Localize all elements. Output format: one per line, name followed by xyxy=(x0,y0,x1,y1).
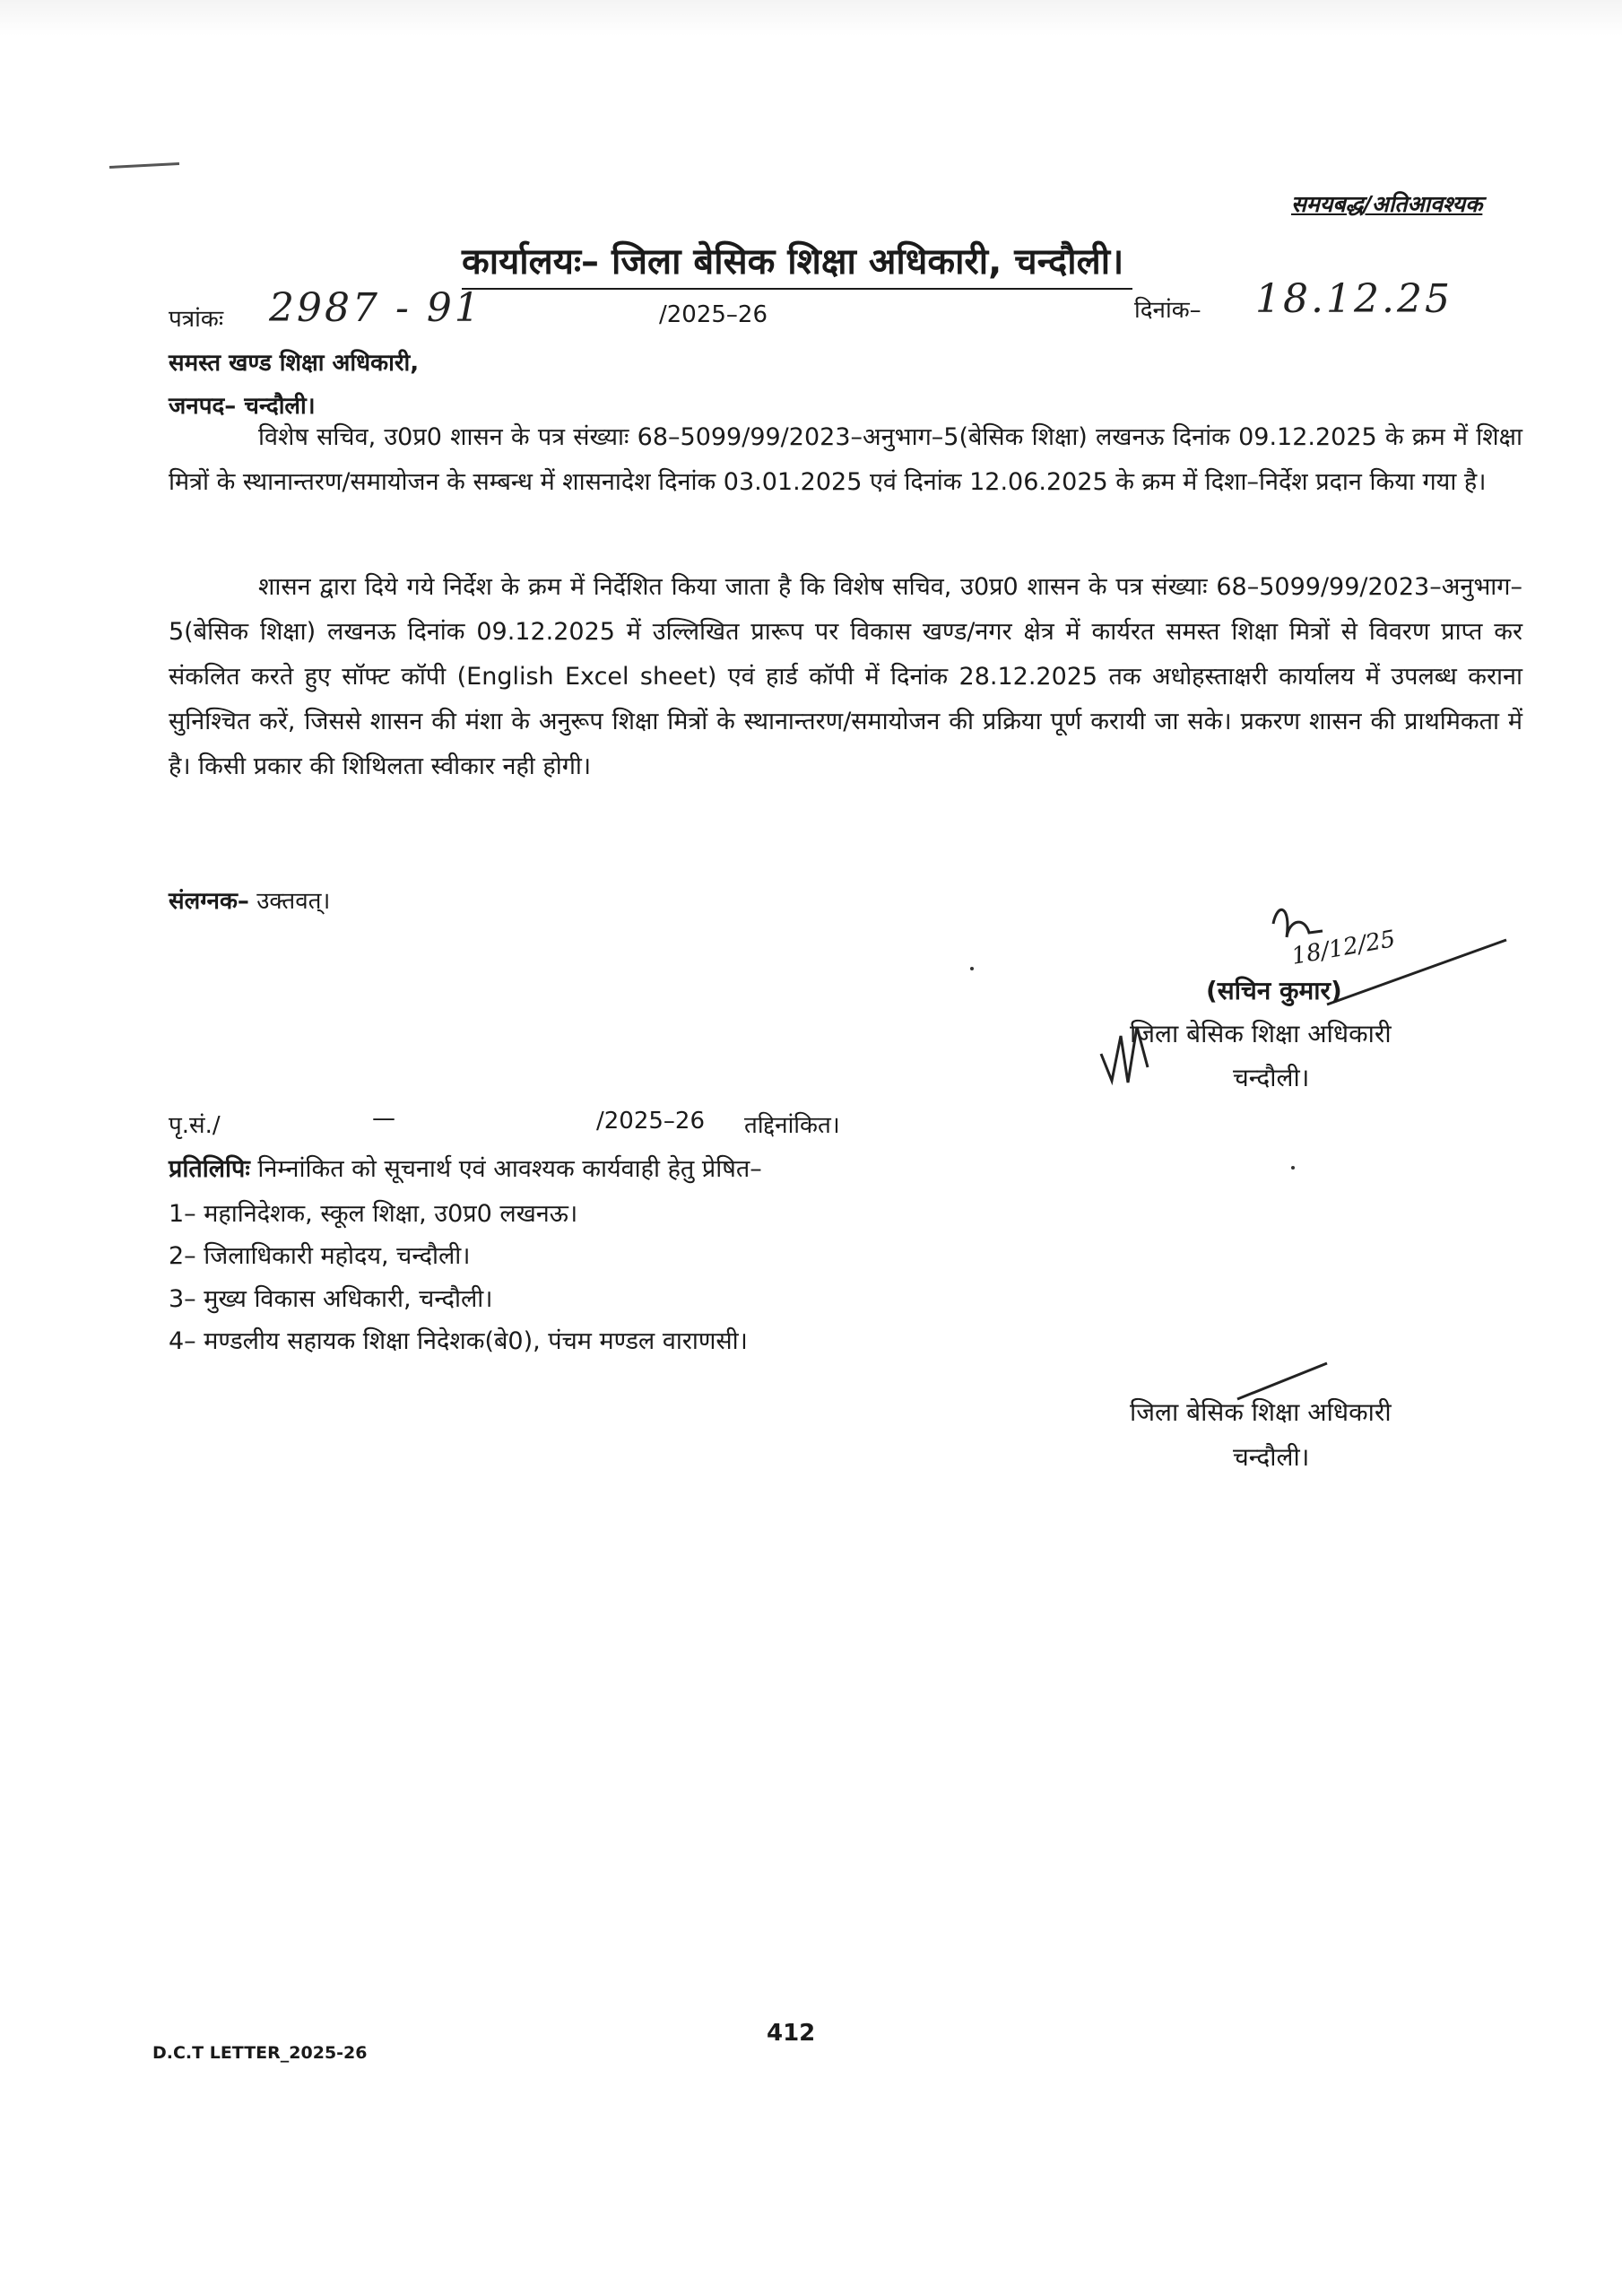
enclosure-label: संलग्नक– xyxy=(169,888,249,915)
date-handwritten: 18.12.25 xyxy=(1255,276,1453,322)
ps-dash: — xyxy=(372,1105,395,1132)
cc-recipient-4: 4– मण्डलीय सहायक शिक्षा निदेशक(बे0), पंचम मण्डल वाराणसी। xyxy=(169,1327,748,1355)
signatory-2-designation: जिला बेसिक शिक्षा अधिकारी xyxy=(1130,1397,1392,1427)
signature-scribble xyxy=(1237,897,1524,1031)
footer-page-number: 412 xyxy=(767,2020,816,2047)
signatory-designation: जिला बेसिक शिक्षा अधिकारी xyxy=(1130,1019,1392,1048)
initial-mark xyxy=(1094,1018,1157,1090)
ps-prefix: पृ.सं./ xyxy=(169,1112,221,1139)
cc-text: निम्नांकित को सूचनार्थ एवं आवश्यक कार्यवाही हेतु प्रेषित– xyxy=(257,1155,762,1183)
addressee-line1: समस्त खण्ड शिक्षा अधिकारी, xyxy=(169,350,420,377)
cc-recipient-1: 1– महानिदेशक, स्कूल शिक्षा, उ0प्र0 लखनऊ। xyxy=(169,1200,578,1228)
signatory-name: (सचिन कुमार) xyxy=(1206,976,1342,1005)
speck xyxy=(970,967,974,970)
signatory-place: चन्दौली। xyxy=(1233,1063,1310,1092)
cc-label: प्रतिलिपिः xyxy=(169,1155,250,1183)
footer-file-name: D.C.T LETTER_2025-26 xyxy=(152,2043,368,2063)
office-title xyxy=(462,235,1123,284)
patrank-year: /2025–26 xyxy=(659,301,768,328)
patrank-handwritten: 2987 - 91 xyxy=(269,285,482,331)
office-title-text: कार्यालयः– जिला बेसिक शिक्षा अधिकारी, चन्दौली। xyxy=(462,241,1124,283)
enclosure-line xyxy=(169,883,330,916)
cc-recipient-3: 3– मुख्य विकास अधिकारी, चन्दौली। xyxy=(169,1285,493,1313)
enclosure-value: उक्तवत्। xyxy=(256,888,331,915)
speck xyxy=(1291,1166,1295,1170)
signature-date-handwritten: 18/12/25 xyxy=(1289,926,1398,970)
ps-year: /2025–26 xyxy=(596,1108,706,1135)
date-label: दिनांक– xyxy=(1134,297,1201,324)
para1-text: विशेष सचिव, उ0प्र0 शासन के पत्र संख्याः 68–5099/99/2023–अनुभाग–5(बेसिक शिक्षा) लखनऊ दिनांक 09.12.2025 के क्रम में शिक्षा मित्रों के स्थानान्तरण/समायोजन के सम्बन्ध में शासनादेश दिनांक 03.01.2025 एवं दिनांक 12.06.2025 के क्रम में दिशा–निर्देश प्रदान किया गया है। xyxy=(169,423,1522,496)
cc-recipient-2: 2– जिलाधिकारी महोदय, चन्दौली। xyxy=(169,1242,471,1270)
body-paragraph-1 xyxy=(169,415,1522,505)
office-title-underline xyxy=(462,288,1132,290)
body-paragraph-2 xyxy=(169,565,1522,789)
para2-text: शासन द्वारा दिये गये निर्देश के क्रम में निर्देशित किया जाता है कि विशेष सचिव, उ0प्र0 शासन के पत्र संख्याः 68–5099/99/2023–अनुभाग–5(बेसिक शिक्षा) लखनऊ दिनांक 09.12.2025 में उल्लिखित प्रारूप पर विकास खण्ड/नगर क्षेत्र में कार्यरत समस्त शिक्षा मित्रों से विवरण प्राप्त कर संकलित करते हुए सॉफ्ट कॉपी (English Excel sheet) एवं हार्ड कॉपी में दिनांक 28.12.2025 तक अधोहस्ताक्षरी कार्यालय में उपलब्ध कराना सुनिश्चित करें, जिससे शासन की मंशा के अनुरूप शिक्षा मित्रों के स्थानान्तरण/समायोजन की प्रक्रिया पूर्ण करायी जा सके। प्रकरण शासन की प्राथमिकता में है। किसी प्रकार की शिथिलता स्वीकार नही होगी। xyxy=(169,573,1522,780)
patrank-label: पत्रांकः xyxy=(169,306,224,333)
cc-line xyxy=(169,1151,762,1184)
signatory-2-place: चन्दौली। xyxy=(1233,1442,1310,1472)
urgent-tag: समयबद्ध/अतिआवश्यक xyxy=(1291,191,1483,217)
stray-pen-mark xyxy=(109,162,179,169)
addressee-line2: जनपद– चन्दौली। xyxy=(169,393,316,420)
ps-dated: तद्दिनांकित। xyxy=(744,1112,840,1139)
